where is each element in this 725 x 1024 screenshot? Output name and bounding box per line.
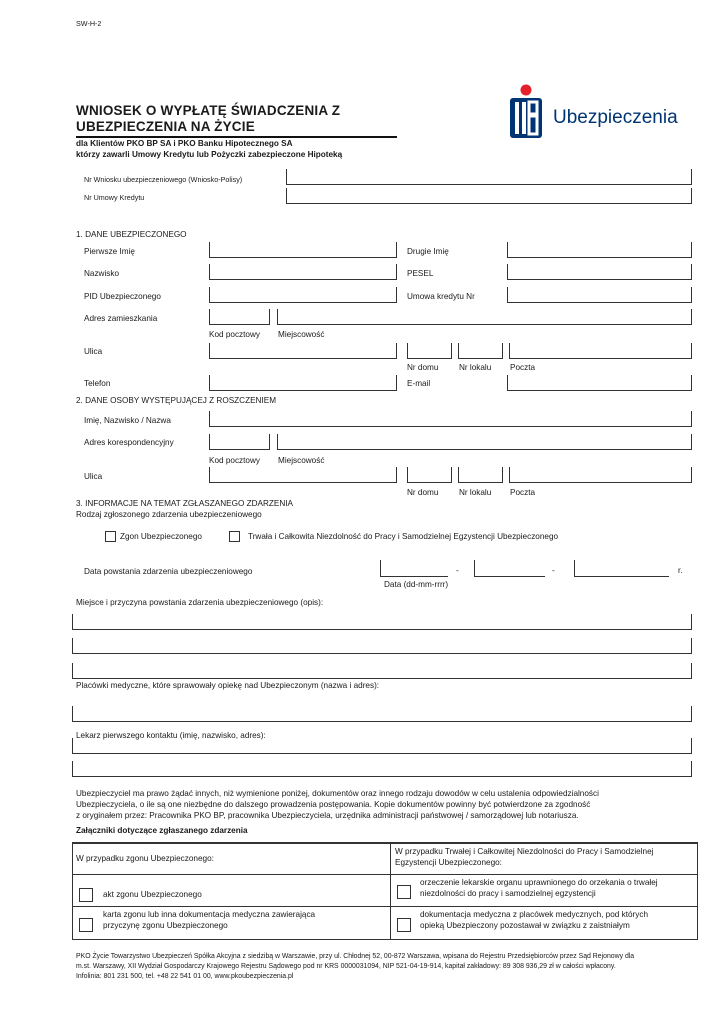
medical-records-checkbox[interactable] [397, 918, 411, 932]
address-label: Adres zamieszkania [84, 314, 158, 323]
left-column-header: W przypadku zgonu Ubezpieczonego: [76, 854, 214, 863]
loan-number-field[interactable] [286, 188, 692, 204]
loan-agreement-field[interactable] [507, 287, 692, 303]
claimant-street-field[interactable] [209, 467, 397, 483]
date-separator-2: - [552, 566, 555, 575]
claimant-city-field[interactable] [277, 434, 692, 450]
form-subtitle-line1: dla Klientów PKO BP SA i PKO Banku Hipotecznego SA [76, 139, 293, 148]
first-name-field[interactable] [209, 242, 397, 258]
table-row-divider [72, 906, 698, 907]
footer-line3: Infolinia: 801 231 500, tel. +48 22 541 01 00, www.pkoubezpieczenia.pl [76, 973, 294, 980]
medical-facilities-label: Placówki medyczne, które sprawowały opiekę nad Ubezpieczonym (nazwa i adres): [76, 681, 380, 690]
claimant-postal-code-field[interactable] [209, 434, 270, 450]
postal-code-label: Kod pocztowy [209, 330, 260, 339]
claimant-flat-no-label: Nr lokalu [459, 488, 492, 497]
death-card-label-line1: karta zgonu lub inna dokumentacja medyczna zawierająca [103, 910, 316, 919]
first-doctor-line-1[interactable] [72, 738, 692, 754]
date-separator-1: - [456, 566, 459, 575]
event-month-field[interactable] [474, 560, 545, 577]
house-no-label: Nr domu [407, 363, 439, 372]
notice-line1: Ubezpieczyciel ma prawo żądać innych, niż wymienione poniżej, dokumentów oraz innego rodzaju dowodów w celu ustalenia odpowiedzialności [76, 789, 599, 798]
disability-option-label: Trwała i Całkowita Niezdolność do Pracy i Samodzielnej Egzystencji Ubezpieczonego [248, 532, 559, 541]
claimant-house-no-field[interactable] [407, 467, 452, 483]
form-title-line2: UBEZPIECZENIA NA ŻYCIE [76, 119, 255, 134]
application-number-label: Nr Wniosku ubezpieczeniowego (Wniosko-Polisy) [84, 175, 243, 184]
place-cause-line-3[interactable] [72, 663, 692, 679]
medical-facilities-line[interactable] [72, 706, 692, 722]
first-doctor-label: Lekarz pierwszego kontaktu (imię, nazwisko, adres): [76, 731, 266, 740]
right-column-header-line2: Egzystencji Ubezpieczonego: [395, 858, 502, 867]
second-name-label: Drugie Imię [407, 247, 449, 256]
post-office-label: Poczta [510, 363, 536, 372]
title-underline [76, 136, 397, 138]
medical-records-label-line2: opieką Ubezpieczony pozostawał w związku z zaistniałym [420, 921, 630, 930]
event-type-label: Rodzaj zgłoszonego zdarzenia ubezpieczeniowego [76, 510, 262, 519]
claimant-street-label: Ulica [84, 472, 103, 481]
flat-no-label: Nr lokalu [459, 363, 492, 372]
phone-label: Telefon [84, 379, 111, 388]
claimant-flat-no-field[interactable] [458, 467, 503, 483]
disability-checkbox[interactable] [229, 531, 240, 542]
footer-line2: m.st. Warszawy, XII Wydział Gospodarczy Krajowego Rejestru Sądowego pod nr KRS 0000031094, NIP 521-04-19-914, kapitał zakładowy: 89 308 936,29 zł w całości wpłacony. [76, 963, 616, 970]
section2-heading: 2. DANE OSOBY WYSTĘPUJĄCEJ Z ROSZCZENIEM [76, 396, 277, 405]
first-name-label: Pierwsze Imię [84, 247, 135, 256]
death-card-checkbox[interactable] [79, 918, 93, 932]
phone-field[interactable] [209, 375, 397, 391]
death-card-label-line2: przyczynę zgonu Ubezpieczonego [103, 921, 228, 930]
form-code: SW-H-2 [76, 19, 102, 28]
attachments-heading: Załączniki dotyczące zgłaszanego zdarzenia [76, 826, 248, 835]
death-certificate-label: akt zgonu Ubezpieczonego [103, 890, 202, 899]
postal-code-field[interactable] [209, 309, 270, 325]
place-cause-label: Miejsce i przyczyna powstania zdarzenia ubezpieczeniowego (opis): [76, 598, 324, 607]
disability-ruling-label-line1: orzeczenie lekarskie organu uprawnionego do orzekania o trwałej [420, 878, 658, 887]
pko-logo-icon [506, 84, 546, 140]
medical-records-label-line1: dokumentacja medyczna z placówek medycznych, pod których [420, 910, 648, 919]
logo-text: Ubezpieczenia [553, 107, 678, 128]
table-top-border [72, 842, 698, 844]
form-title-line1: WNIOSEK O WYPŁATĘ ŚWIADCZENIA Z [76, 103, 341, 118]
loan-number-label: Nr Umowy Kredytu [84, 193, 145, 202]
city-field[interactable] [277, 309, 692, 325]
notice-line2: Ubezpieczyciela, o ile są one niezbędne do dalszego prowadzenia postępowania. Kopie dokumentów powinny być potwierdzone za zgodność [76, 800, 591, 809]
surname-label: Nazwisko [84, 269, 120, 278]
disability-ruling-checkbox[interactable] [397, 885, 411, 899]
email-label: E-mail [407, 379, 431, 388]
second-name-field[interactable] [507, 242, 692, 258]
application-number-field[interactable] [286, 169, 692, 185]
date-format-label: Data (dd-mm-rrrr) [384, 580, 449, 589]
email-field[interactable] [507, 375, 692, 391]
right-column-header-line1: W przypadku Trwałej i Całkowitej Niezdolności do Pracy i Samodzielnej [395, 847, 654, 856]
pesel-field[interactable] [507, 264, 692, 280]
claimant-post-office-field[interactable] [509, 467, 692, 483]
event-year-field[interactable] [574, 560, 669, 577]
claimant-address-label: Adres korespondencyjny [84, 438, 174, 447]
post-office-field[interactable] [509, 343, 692, 359]
street-field[interactable] [209, 343, 397, 359]
house-no-field[interactable] [407, 343, 452, 359]
claimant-house-no-label: Nr domu [407, 488, 439, 497]
city-label: Miejscowość [278, 330, 325, 339]
death-checkbox[interactable] [105, 531, 116, 542]
date-suffix: r. [678, 566, 683, 575]
event-day-field[interactable] [380, 560, 448, 577]
table-divider [390, 842, 391, 940]
footer-line1: PKO Życie Towarzystwo Ubezpieczeń Spółka Akcyjna z siedzibą w Warszawie, przy ul. Chłodnej 52, 00-872 Warszawa, wpisana do Rejestru Przedsiębiorców przez Sąd Rejonowy dla [76, 953, 635, 960]
claimant-name-label: Imię, Nazwisko / Nazwa [84, 416, 171, 425]
loan-agreement-label: Umowa kredytu Nr [407, 292, 475, 301]
death-option-label: Zgon Ubezpieczonego [120, 532, 202, 541]
pid-field[interactable] [209, 287, 397, 303]
death-certificate-checkbox[interactable] [79, 888, 93, 902]
section1-heading: 1. DANE UBEZPIECZONEGO [76, 230, 187, 239]
claimant-post-office-label: Poczta [510, 488, 536, 497]
surname-field[interactable] [209, 264, 397, 280]
table-header-divider [72, 874, 698, 875]
place-cause-line-2[interactable] [72, 638, 692, 654]
claimant-postal-code-label: Kod pocztowy [209, 456, 260, 465]
claimant-name-field[interactable] [209, 411, 692, 427]
street-label: Ulica [84, 347, 103, 356]
place-cause-line-1[interactable] [72, 614, 692, 630]
pid-label: PID Ubezpieczonego [84, 292, 161, 301]
form-subtitle-line2: którzy zawarli Umowy Kredytu lub Pożyczki zabezpieczone Hipoteką [76, 150, 343, 159]
claimant-city-label: Miejscowość [278, 456, 325, 465]
event-date-label: Data powstania zdarzenia ubezpieczeniowego [84, 567, 253, 576]
notice-line3: z oryginałem przez: Pracownika PKO BP, pracownika Ubezpieczyciela, urzędnika administracji państwowej / samorządowej lub notariusza. [76, 811, 579, 820]
disability-ruling-label-line2: niezdolności do pracy i samodzielnej egzystencji [420, 889, 596, 898]
pesel-label: PESEL [407, 269, 434, 278]
first-doctor-line-2[interactable] [72, 761, 692, 777]
section3-heading: 3. INFORMACJE NA TEMAT ZGŁASZANEGO ZDARZENIA [76, 499, 293, 508]
flat-no-field[interactable] [458, 343, 503, 359]
